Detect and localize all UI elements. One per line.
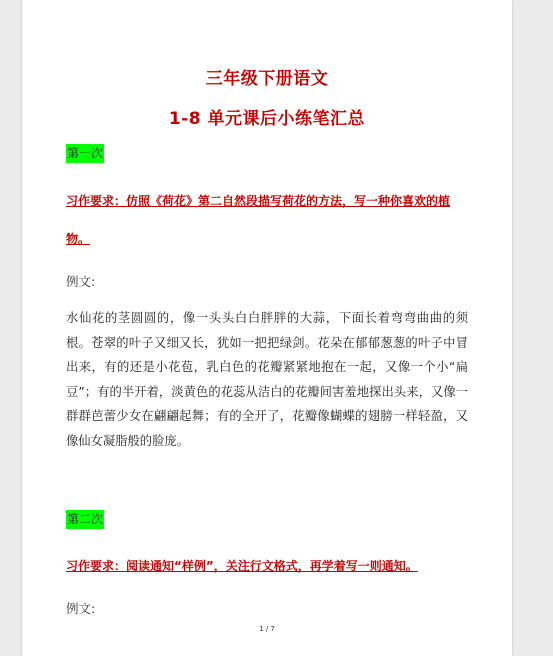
section-1-label: 第一次: [66, 144, 104, 163]
section-2-label: 第二次: [66, 510, 104, 529]
document-title: 三年级下册语文: [205, 69, 329, 89]
section-2-example-label: 例文:: [66, 601, 96, 616]
document-subtitle: 1-8 单元课后小练笔汇总: [168, 109, 366, 129]
section-1-example-text: 水仙花的茎圆圆的，像一头头白白胖胖的大蒜，下面长着弯弯曲曲的须根。苍翠的叶子又细又长，犹如一把把绿剑。花朵在郁郁葱葱的叶子中冒出来，有的还是小花苞，乳白色的花瓣紧紧地抱在一起，又像一个小“扁豆”；有的半开着，淡黄色的花蕊从洁白的花瓣间害羞地探出头来，又像一群群芭蕾少女在翩翩起舞；有的全开了，花瓣像蝴蝶的翅膀一样轻盈，又像仙女凝脂般的脸庞。: [66, 311, 468, 448]
section-1-requirement: 习作要求：仿照《荷花》第二自然段描写荷花的方法，写一种你喜欢的植物。: [66, 194, 451, 246]
page-indicator: 1 / 7: [259, 625, 275, 633]
section-2-requirement: 习作要求：阅读通知“样例”，关注行文格式，再学着写一则通知。: [66, 559, 418, 573]
section-1-example-label: 例文:: [66, 274, 96, 289]
document-page: [22, 0, 512, 656]
